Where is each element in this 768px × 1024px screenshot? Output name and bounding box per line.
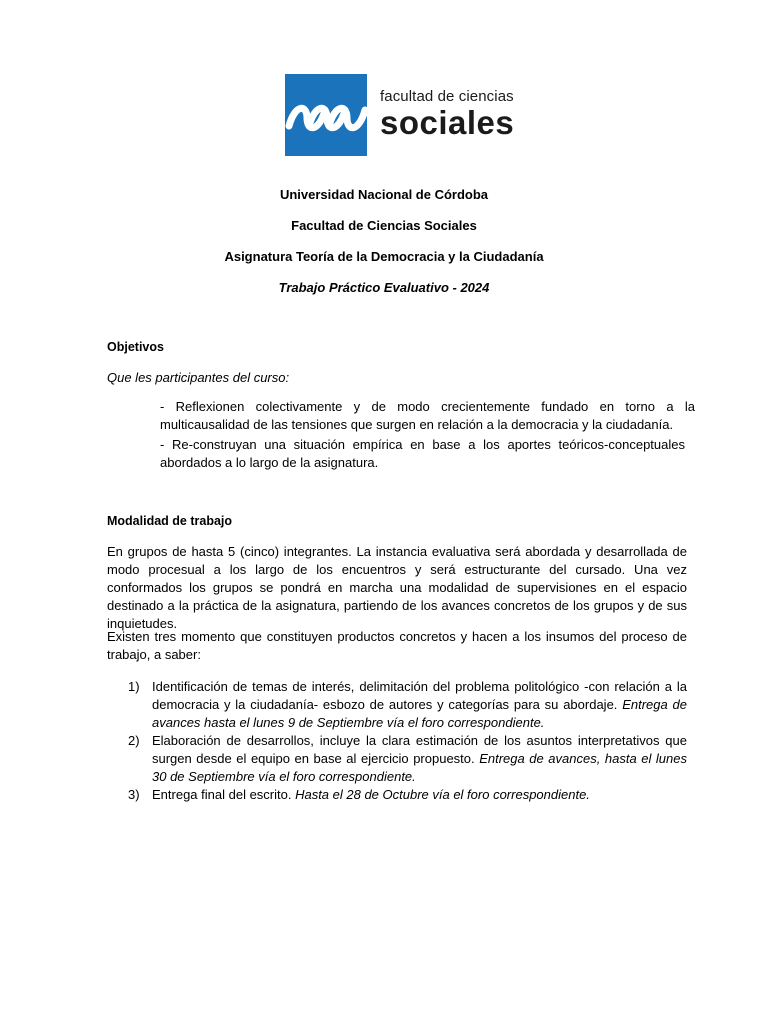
faculty-logo: [285, 74, 514, 156]
list-item-deadline: Entrega de avances, hasta el lunes 30 de Septiembre vía el foro correspondiente.: [152, 751, 687, 784]
waves-logo-icon: [285, 74, 367, 156]
list-item-number: 2): [128, 733, 140, 748]
faculty-heading: Facultad de Ciencias Sociales: [291, 218, 477, 233]
modalidad-title: Modalidad de trabajo: [107, 514, 233, 528]
objetivos-bullet-1: - Reflexionen colectivamente y de modo crecientemente fundado en torno a la multicausalidad de las tensiones que surgen en relación a la democracia y la ciudadanía.: [160, 399, 695, 432]
list-item-number: 3): [128, 787, 140, 802]
objetivos-bullet-2: - Re-construyan una situación empírica en base a los aportes teóricos-conceptuales abordados a lo largo de la asignatura.: [160, 437, 685, 470]
logo-line2: sociales: [380, 104, 515, 141]
objetivos-intro: Que les participantes del curso:: [107, 370, 290, 385]
logo-line1: facultad de ciencias: [380, 88, 514, 105]
deliverables-list: [107, 678, 687, 804]
list-item-number: 1): [128, 679, 140, 694]
list-item-deadline: Entrega de avances hasta el lunes 9 de Septiembre vía el foro correspondiente.: [152, 697, 688, 730]
assignment-heading: Trabajo Práctico Evaluativo - 2024: [278, 280, 490, 295]
list-item: [107, 732, 687, 786]
modalidad-paragraph-2: Existen tres momento que constituyen productos concretos y hacen a los insumos del proceso de trabajo, a saber:: [107, 629, 687, 662]
university-heading: Universidad Nacional de Córdoba: [279, 187, 489, 202]
list-item: [107, 786, 687, 804]
list-item-text: Elaboración de desarrollos, incluye la clara estimación de los asuntos interpretativos que surgen desde el equipo en base al ejercicio propuesto.: [152, 733, 687, 766]
subject-heading: Asignatura Teoría de la Democracia y la Ciudadanía: [224, 249, 544, 264]
list-item-text: Entrega final del escrito.: [152, 787, 296, 802]
list-item-text: Identificación de temas de interés, delimitación del problema politológico -con relación a la democracia y la ciudadanía- esbozo de autores y categorías para su abordaje.: [152, 679, 687, 712]
modalidad-paragraph-1: En grupos de hasta 5 (cinco) integrantes. La instancia evaluativa será abordada y desarrollada de modo procesual a los largo de los encuentros y será estructurante del cursado. Una vez conformados los grupos se pondrá en marcha una modalidad de supervisiones en el espacio destinado a la práctica de la asignatura, partiendo de los avances concretos de los grupos y de sus inquietudes.: [107, 544, 687, 631]
list-item-deadline: Hasta el 28 de Octubre vía el foro correspondiente.: [295, 787, 590, 802]
objetivos-title: Objetivos: [107, 340, 164, 354]
list-item: [107, 678, 687, 732]
